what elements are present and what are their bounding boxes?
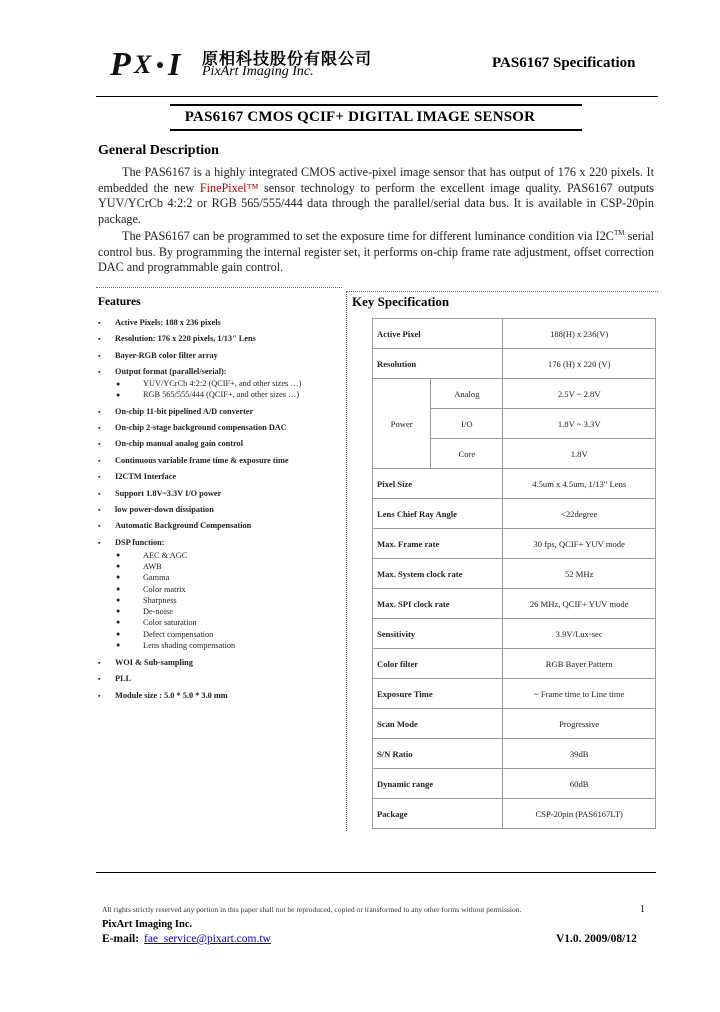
- spec-value: CSP-20pin (PAS6167LT): [503, 799, 656, 829]
- svg-text:I: I: [168, 46, 181, 82]
- spec-row: [373, 769, 656, 799]
- feature-item-output-format: ▪ Output format (parallel/serial): ● YUV/YCrCb 4:2:2 (QCIF+, and other sizes …) ● RGB 565/555/444 (QCIF+, and other sizes …): [98, 367, 343, 400]
- feature-item: ▪ I2CTM Interface: [98, 472, 343, 482]
- spec-row: [373, 799, 656, 829]
- spec-value: 188(H) x 236(V): [503, 319, 656, 349]
- footer-company: PixArt Imaging Inc.: [102, 919, 193, 930]
- spec-label: Scan Mode: [373, 709, 503, 739]
- spec-value: RGB Bayer Pattern: [503, 649, 656, 679]
- footer-version-date: V1.0. 2009/08/12: [556, 933, 637, 945]
- general-description-heading: General Description: [98, 143, 219, 158]
- spec-label: Color filter: [373, 649, 503, 679]
- key-spec-divider: [346, 291, 347, 831]
- key-specification-heading: Key Specification: [352, 294, 450, 309]
- general-description-paragraph-1: The PAS6167 is a highly integrated CMOS active-pixel image sensor that has output of 176 x 220 pixels. It embedded the new FinePixel™ sensor technology to perform the excellent image quality. PAS6167 outputs YUV/YCrCb 4:2:2 or RGB 565/555/444 data through the parallel/serial data bus. It is available in CSP-20pin package.: [98, 165, 654, 226]
- feature-item: ▪ Active Pixels: 188 x 236 pixels: [98, 318, 343, 328]
- footer-email-link[interactable]: fae_service@pixart.com.tw: [144, 933, 271, 945]
- feature-item: ▪ low power-down dissipation: [98, 505, 343, 515]
- spec-value: <22degree: [503, 499, 656, 529]
- svg-text:X: X: [134, 50, 152, 79]
- output-format-item: ● RGB 565/555/444 (QCIF+, and other sizes …): [115, 390, 343, 400]
- output-format-list: [115, 379, 343, 400]
- dsp-function-item: ● Color saturation: [115, 617, 343, 628]
- svg-text:P: P: [110, 46, 131, 82]
- dsp-function-item: ● Gamma: [115, 572, 343, 583]
- spec-value: 60dB: [503, 769, 656, 799]
- footer-rule: [96, 872, 656, 873]
- feature-item: ▪ Continuous variable frame time & exposure time: [98, 456, 343, 466]
- dsp-function-item: ● Lens shading compensation: [115, 640, 343, 651]
- general-description-paragraph-2: The PAS6167 can be programmed to set the exposure time for different luminance condition via I2C™ serial control bus. By programming the internal register set, it performs on-chip frame rate adjustment, offset correction DAC and programmable gain control.: [98, 229, 654, 275]
- spec-value: 176 (H) x 220 (V): [503, 349, 656, 379]
- spec-label: Exposure Time: [373, 679, 503, 709]
- spec-label: S/N Ratio: [373, 739, 503, 769]
- dsp-function-item: ● AWB: [115, 561, 343, 572]
- spec-label: Max. SPI clock rate: [373, 589, 503, 619]
- spec-row: [373, 589, 656, 619]
- key-specification-table: [372, 318, 656, 829]
- footer-email-label: E-mail:: [102, 933, 140, 945]
- page-number: 1: [640, 904, 645, 915]
- company-name-english: PixArt Imaging Inc.: [202, 64, 314, 79]
- spec-row: [373, 559, 656, 589]
- spec-label: Pixel Size: [373, 469, 503, 499]
- features-heading: Features: [98, 296, 141, 308]
- spec-value: 52 MHz: [503, 559, 656, 589]
- features-rule: [96, 287, 342, 288]
- feature-item: ▪ Bayer-RGB color filter array: [98, 351, 343, 361]
- feature-item: ▪ PLL: [98, 674, 343, 684]
- spec-label: Package: [373, 799, 503, 829]
- company-name-chinese: 原相科技股份有限公司: [202, 51, 373, 68]
- spec-value: 4.5um x 4.5um, 1/13" Lens: [503, 469, 656, 499]
- feature-item: ▪ Module size : 5.0 * 5.0 * 3.0 mm: [98, 691, 343, 701]
- spec-row: [373, 649, 656, 679]
- spec-value: 1.8V ~ 3.3V: [503, 409, 656, 439]
- feature-item: ▪ Automatic Background Compensation: [98, 521, 343, 531]
- spec-row: [373, 679, 656, 709]
- spec-label: Active Pixel: [373, 319, 503, 349]
- finepixel-trademark: FinePixel™: [199, 180, 259, 195]
- feature-item: ▪ On-chip 2-stage background compensation DAC: [98, 423, 343, 433]
- footer-rights-notice: All rights strictly reserved any portion in this paper shall not be reproduced, copied or transformed to any other forms without permission.: [102, 905, 522, 914]
- feature-item: ▪ On-chip manual analog gain control: [98, 439, 343, 449]
- spec-value: 30 fps, QCIF+ YUV mode: [503, 529, 656, 559]
- spec-label-power: Power: [373, 379, 431, 469]
- dsp-function-item: ● Color matrix: [115, 584, 343, 595]
- spec-row: [373, 469, 656, 499]
- spec-value: 1.8V: [503, 439, 656, 469]
- feature-item: ▪ Support 1.8V~3.3V I/O power: [98, 489, 343, 499]
- dsp-function-item: ● De-noise: [115, 606, 343, 617]
- spec-label: Lens Chief Ray Angle: [373, 499, 503, 529]
- dsp-function-item: ● Sharpness: [115, 595, 343, 606]
- feature-item: ▪ On-chip 11-bit pipelined A/D converter: [98, 407, 343, 417]
- spec-row: [373, 739, 656, 769]
- spec-row: [373, 619, 656, 649]
- spec-row: [373, 529, 656, 559]
- key-spec-rule: [346, 291, 658, 292]
- features-list: [98, 318, 343, 707]
- spec-value: 2.5V ~ 2.8V: [503, 379, 656, 409]
- feature-item: ▪ Resolution: 176 x 220 pixels, 1/13" Lens: [98, 334, 343, 344]
- spec-label: Sensitivity: [373, 619, 503, 649]
- spec-label: Max. System clock rate: [373, 559, 503, 589]
- spec-sublabel: Core: [431, 439, 503, 469]
- spec-sublabel: I/O: [431, 409, 503, 439]
- spec-value: ~ Frame time to Line time: [503, 679, 656, 709]
- spec-title: PAS6167 Specification: [492, 55, 636, 71]
- spec-value: 26 MHz, QCIF+ YUV mode: [503, 589, 656, 619]
- dsp-function-list: [115, 550, 343, 652]
- dsp-function-item: ● AEC & AGC: [115, 550, 343, 561]
- dsp-function-item: ● Defect compensation: [115, 629, 343, 640]
- pixart-logo: [108, 46, 200, 87]
- feature-item: ▪ WOI & Sub-sampling: [98, 658, 343, 668]
- feature-item-dsp: ▪ DSP function: ● AEC & AGC ● AWB ● Gamma ● Color matrix ● Sharpness ● De-noise ● Color saturation ● Defect compensation ● Lens shading compensation: [98, 538, 343, 652]
- spec-row-resolution: [373, 349, 656, 379]
- title-rule-top: [170, 104, 582, 106]
- spec-value: 39dB: [503, 739, 656, 769]
- spec-label: Max. Frame rate: [373, 529, 503, 559]
- spec-value: 3.9V/Lux-sec: [503, 619, 656, 649]
- spec-label: Resolution: [373, 349, 503, 379]
- spec-label: Dynamic range: [373, 769, 503, 799]
- spec-sublabel: Analog: [431, 379, 503, 409]
- document-title: PAS6167 CMOS QCIF+ DIGITAL IMAGE SENSOR: [184, 109, 536, 125]
- spec-row-active-pixel: [373, 319, 656, 349]
- pixart-logo-mark: [108, 46, 200, 82]
- spec-value: Progressive: [503, 709, 656, 739]
- spec-row: [373, 499, 656, 529]
- header-rule: [96, 96, 658, 97]
- spec-row-power-analog: [373, 379, 656, 409]
- output-format-item: ● YUV/YCrCb 4:2:2 (QCIF+, and other sizes …): [115, 379, 343, 389]
- title-rule-bottom: [170, 129, 582, 131]
- spec-row: [373, 709, 656, 739]
